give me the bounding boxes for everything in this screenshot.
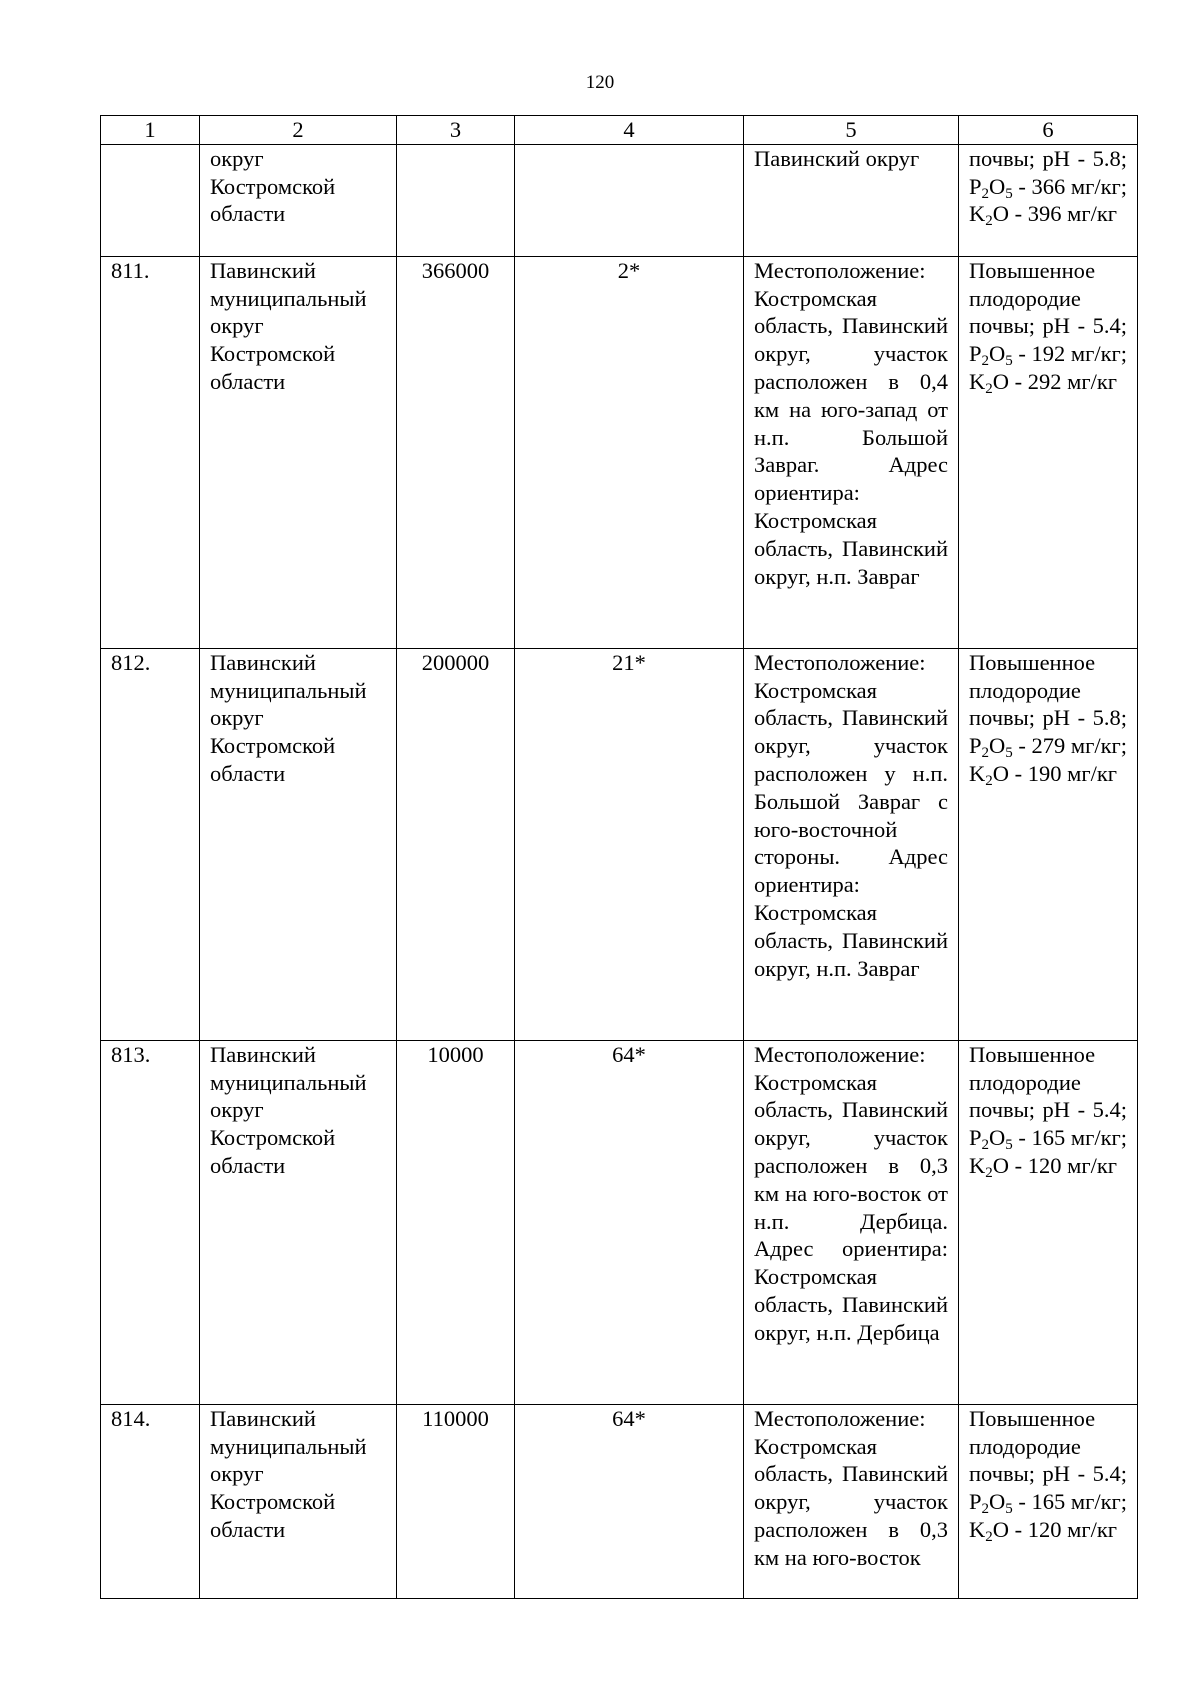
column-header-6: 6: [959, 116, 1138, 145]
cell-area: 366000: [397, 256, 515, 648]
table-row: [101, 256, 1138, 648]
cell-soil: Повышенное плодородие почвы; pH - 5.4; $P_2O_5 - 192$ мг/кг; $K_2O - 292$ мг/кг: [959, 256, 1138, 648]
subscript: 2: [985, 1164, 993, 1181]
land-plots-table: [100, 115, 1138, 1599]
cell-contour: 2*: [515, 256, 744, 648]
cell-number: 814.: [101, 1404, 200, 1598]
cell-area: [397, 144, 515, 256]
cell-district: Павинский муниципальный округ Костромской области: [200, 1040, 397, 1404]
table-row: [101, 1040, 1138, 1404]
cell-number: 811.: [101, 256, 200, 648]
cell-contour: 64*: [515, 1040, 744, 1404]
subscript: 2: [985, 380, 993, 397]
cell-soil: Повышенное плодородие почвы; pH - 5.8; $P_2O_5 - 279$ мг/кг; $K_2O - 190$ мг/кг: [959, 648, 1138, 1040]
page-number: 120: [585, 72, 615, 93]
cell-contour: 21*: [515, 648, 744, 1040]
cell-district: Павинский муниципальный округ Костромской области: [200, 1404, 397, 1598]
cell-contour: [515, 144, 744, 256]
column-header-1: 1: [101, 116, 200, 145]
cell-location: Местоположение: Костромская область, Павинский округ, участок расположен в 0,4 км на юго-запад от н.п. Большой Завраг. Адрес ориентира: Костромская область, Павинский округ, н.п. Завраг: [744, 256, 959, 648]
subscript: 2: [985, 1528, 993, 1545]
column-header-5: 5: [744, 116, 959, 145]
cell-number: 812.: [101, 648, 200, 1040]
cell-number: [101, 144, 200, 256]
cell-soil: Повышенное плодородие почвы; pH - 5.4; $P_2O_5 - 165$ мг/кг; $K_2O - 120$ мг/кг: [959, 1404, 1138, 1598]
cell-district: Павинский муниципальный округ Костромской области: [200, 256, 397, 648]
subscript: 2: [985, 213, 993, 230]
subscript: 2: [981, 745, 990, 762]
table-header-row: [101, 116, 1138, 145]
cell-area: 10000: [397, 1040, 515, 1404]
subscript: 2: [985, 772, 993, 789]
column-header-4: 4: [515, 116, 744, 145]
subscript: 2: [981, 1501, 990, 1518]
subscript: 5: [1005, 185, 1013, 202]
subscript: 5: [1005, 745, 1013, 762]
cell-location: Местоположение: Костромская область, Павинский округ, участок расположен у н.п. Большой Завраг с юго-восточной стороны. Адрес ориентира: Костромская область, Павинский округ, н.п. Завраг: [744, 648, 959, 1040]
subscript: 5: [1005, 1137, 1013, 1154]
subscript: 5: [1005, 1501, 1013, 1518]
cell-contour: 64*: [515, 1404, 744, 1598]
cell-district: Павинский муниципальный округ Костромской области: [200, 648, 397, 1040]
cell-area: 200000: [397, 648, 515, 1040]
cell-location: Местоположение: Костромская область, Павинский округ, участок расположен в 0,3 км на юго-восток от н.п. Дербица. Адрес ориентира: Костромская область, Павинский округ, н.п. Дербица: [744, 1040, 959, 1404]
cell-district: округ Костромской области: [200, 144, 397, 256]
table-row: [101, 1404, 1138, 1598]
subscript: 2: [981, 1137, 990, 1154]
cell-location: Павинский округ: [744, 144, 959, 256]
subscript: 2: [981, 353, 990, 370]
table-row: [101, 144, 1138, 256]
subscript: 2: [981, 185, 990, 202]
cell-location: Местоположение: Костромская область, Павинский округ, участок расположен в 0,3 км на юго-восток: [744, 1404, 959, 1598]
subscript: 5: [1005, 353, 1013, 370]
cell-soil: Повышенное плодородие почвы; pH - 5.4; $P_2O_5 - 165$ мг/кг; $K_2O - 120$ мг/кг: [959, 1040, 1138, 1404]
cell-area: 110000: [397, 1404, 515, 1598]
cell-number: 813.: [101, 1040, 200, 1404]
column-header-3: 3: [397, 116, 515, 145]
column-header-2: 2: [200, 116, 397, 145]
cell-soil: почвы; pH - 5.8; $P_2O_5 - 366$ мг/кг; $K_2O - 396$ мг/кг: [959, 144, 1138, 256]
table-row: [101, 648, 1138, 1040]
